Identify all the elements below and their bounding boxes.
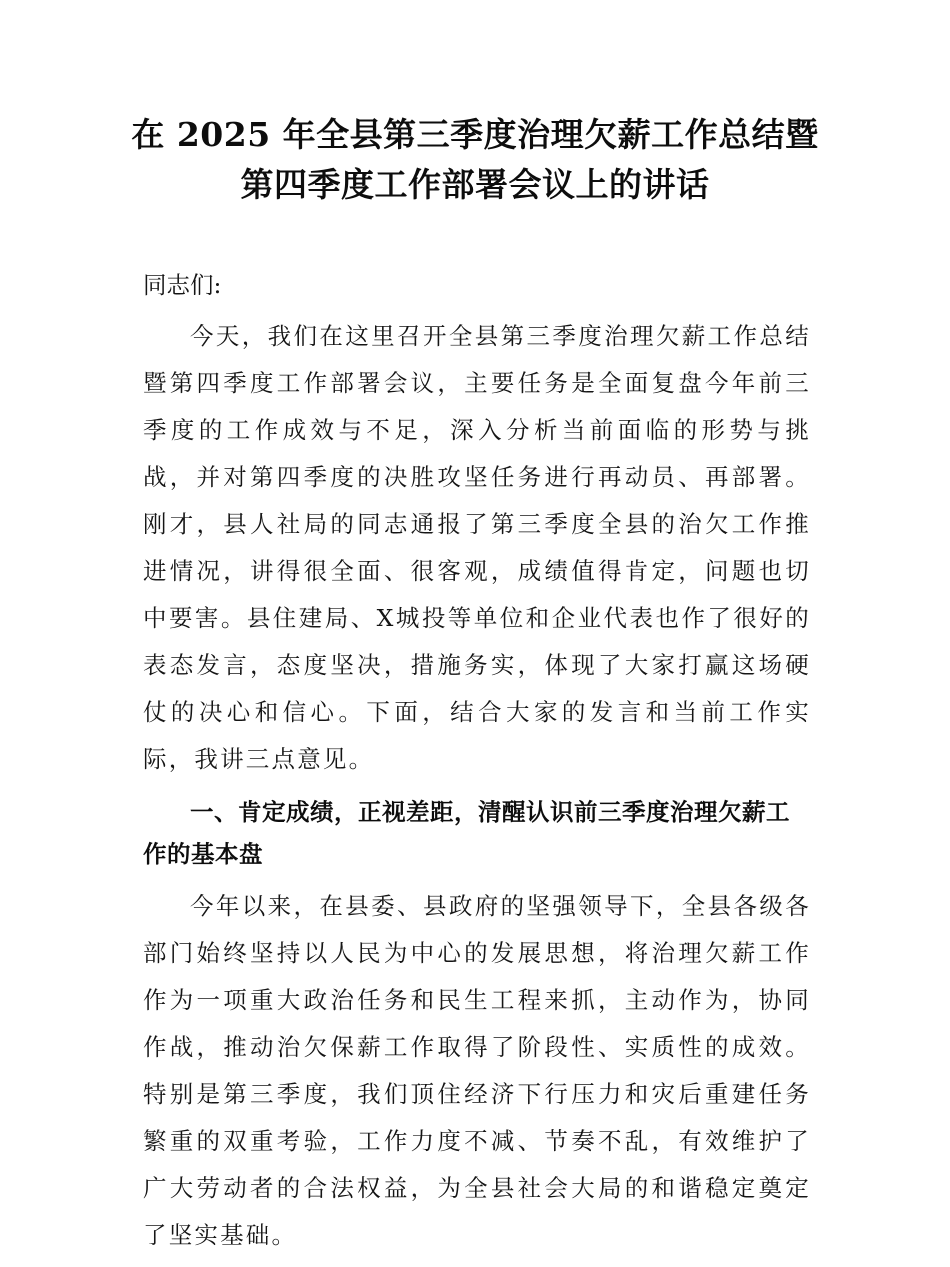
title-line-1: 在 2025 年全县第三季度治理欠薪工作总结暨 <box>131 115 819 154</box>
document-body <box>143 262 811 1267</box>
document-title <box>120 110 830 210</box>
section-1-heading: 一、肯定成绩，正视差距，清醒认识前三季度治理欠薪工作的基本盘 <box>143 798 790 868</box>
section-1-paragraph: 今年以来，在县委、县政府的坚强领导下，全县各级各部门始终坚持以人民为中心的发展思想，将治理欠薪工作作为一项重大政治任务和民生工程来抓，主动作为，协同作战，推动治欠保薪工作取得了阶段性、实质性的成效。特别是第三季度，我们顶住经济下行压力和灾后重建任务繁重的双重考验，工作力度不减、节奏不乱，有效维护了广大劳动者的合法权益，为全县社会大局的和谐稳定奠定了坚实基础。 <box>143 892 811 1249</box>
opening-paragraph: 今天，我们在这里召开全县第三季度治理欠薪工作总结暨第四季度工作部署会议，主要任务是全面复盘今年前三季度的工作成效与不足，深入分析当前面临的形势与挑战，并对第四季度的决胜攻坚任务进行再动员、再部署。刚才，县人社局的同志通报了第三季度全县的治欠工作推进情况，讲得很全面、很客观，成绩值得肯定，问题也切中要害。县住建局、X城投等单位和企业代表也作了很好的表态发言，态度坚决，措施务实，体现了大家打赢这场硬仗的决心和信心。下面，结合大家的发言和当前工作实际，我讲三点意见。 <box>143 322 811 773</box>
salutation: 同志们: <box>143 271 222 299</box>
title-line-2: 第四季度工作部署会议上的讲话 <box>240 165 710 204</box>
